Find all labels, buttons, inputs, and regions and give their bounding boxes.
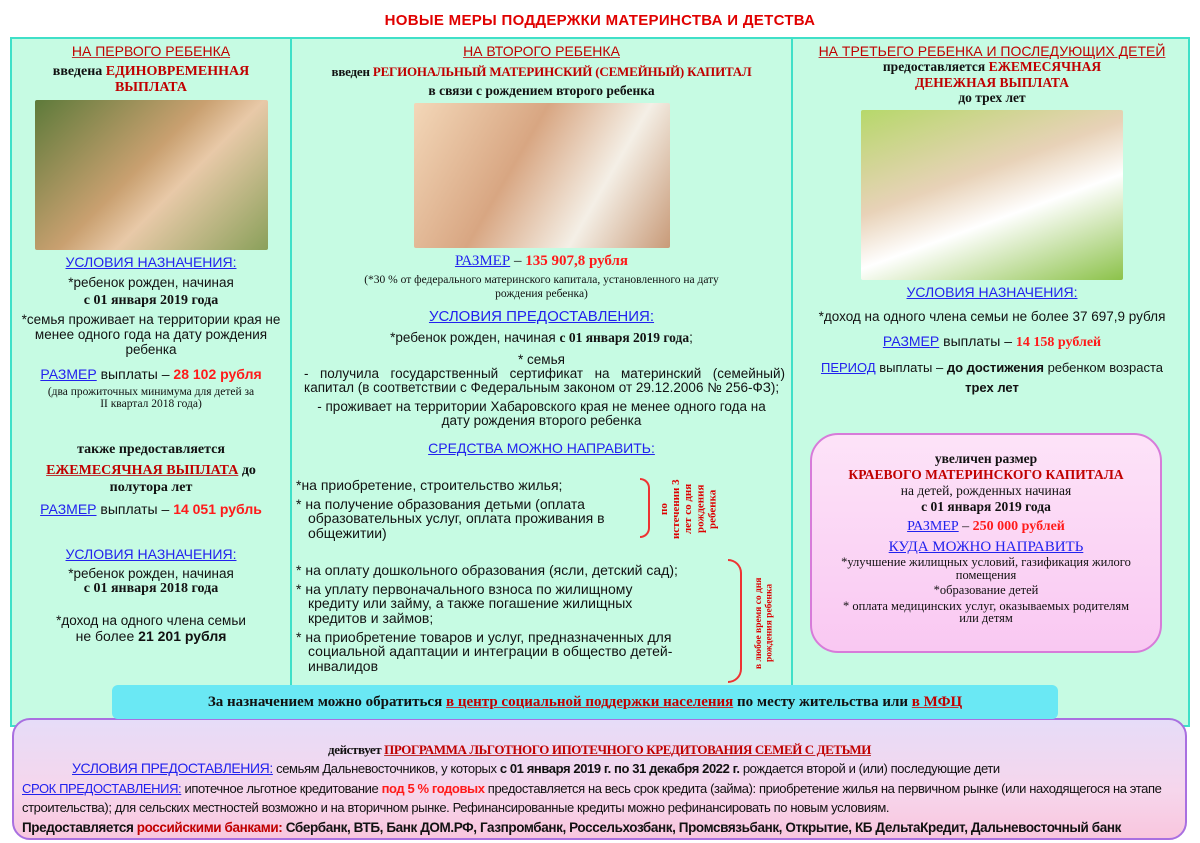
mortgage-intro: действует [328, 742, 385, 757]
use-title: СРЕДСТВА МОЖНО НАПРАВИТЬ: [428, 439, 655, 456]
size-label: РАЗМЕР [907, 519, 959, 534]
box-line: с [921, 499, 931, 514]
size-text: выплаты – [96, 500, 174, 517]
size-label: РАЗМЕР [882, 333, 940, 350]
use-item: * на оплату дошкольного образования (ясли, детский сад); [296, 562, 678, 578]
contact-banner [112, 685, 1058, 719]
condition-date: с 01 января 2019 года [83, 292, 219, 308]
first-child-column [14, 37, 288, 687]
mortgage-text: предоставляется на весь срок кредита (займа): приобретение жилья на первичном рынке (или находящегося на этапе строительства); для сельских местностей возможно и на вторичном рынке. Рефинансированные кредиты можно рефинансировать по новым условиям. [22, 781, 1162, 815]
dash: – [510, 253, 526, 270]
use-item: * на получение образования детьми (оплата образовательных услуг, оплата проживания в общежитии) [296, 495, 605, 542]
conditions-title: УСЛОВИЯ НАЗНАЧЕНИЯ: [65, 253, 237, 270]
income-limit: 21 201 рубля [138, 628, 227, 645]
where-item: *улучшение жилищных условий, газификация жилого помещения [841, 555, 1131, 582]
size-value: 14 158 рублей [1015, 335, 1102, 351]
group1-note: по истечении 3 лет со дня рождения ребенка [658, 479, 719, 539]
where-title: КУДА МОЖНО НАПРАВИТЬ [888, 539, 1084, 555]
use-item: * на уплату первоначального взноса по жилищному кредиту или займу, а также погашение жилищных кредитов и займов; [296, 580, 633, 627]
mortgage-text: семьям Дальневосточников, у которых [272, 761, 500, 776]
dash: – [958, 519, 973, 534]
condition-date: с 01 января 2019 года [559, 329, 690, 345]
first-header: НА ПЕРВОГО РЕБЕНКА [71, 43, 231, 59]
column-divider [791, 37, 793, 687]
box-date: 01 января 2019 года [930, 499, 1051, 514]
mortgage-program: ПРОГРАММА ЛЬГОТНОГО ИПОТЕЧНОГО КРЕДИТОВАНИЯ СЕМЕЙ С ДЕТЬМИ [384, 742, 871, 757]
banks-text: Предоставляется [22, 819, 137, 835]
regional-capital-box [810, 433, 1162, 653]
intro-text: предоставляется [882, 59, 989, 75]
bracket-icon [640, 478, 650, 538]
conditions-title: УСЛОВИЯ ПРЕДОСТАВЛЕНИЯ: [428, 307, 655, 325]
monthly-highlight: ЕЖЕМЕСЯЧНАЯ ВЫПЛАТА [46, 463, 239, 479]
use-group-2 [296, 563, 716, 674]
size-label: РАЗМЕР [454, 253, 511, 270]
third-header: НА ТРЕТЬЕГО РЕБЕНКА И ПОСЛЕДУЮЩИХ ДЕТЕЙ [818, 43, 1166, 59]
bracket-icon [728, 559, 742, 683]
size-value: 14 051 рубль [173, 500, 262, 517]
mortgage-text: ипотечное льготное кредитование [181, 781, 382, 796]
family-photo [35, 100, 268, 250]
condition-text: не более [75, 628, 139, 645]
intro-highlight: ЕДИНОВРЕМЕННАЯ ВЫПЛАТА [105, 63, 250, 95]
condition: *семья проживает на территории края не менее одного года на дату рождения ребенка [21, 311, 281, 357]
condition: *доход на одного члена семьи не более 37 697,9 рубля [818, 308, 1166, 324]
size-value: 250 000 рублей [972, 519, 1065, 534]
intro-highlight: ЕЖЕМЕСЯЧНАЯ ДЕНЕЖНАЯ ВЫПЛАТА [915, 59, 1102, 90]
monthly-tail: до полутора лет [109, 463, 256, 496]
intro-subtext: в связи с рождением второго ребенка [428, 83, 655, 99]
condition-date: с 01 января 2018 года [83, 581, 219, 597]
period-bold: до достижения [946, 359, 1044, 375]
period-text: выплаты – [875, 359, 947, 375]
conditions-title: УСЛОВИЯ НАЗНАЧЕНИЯ: [65, 545, 237, 562]
mortgage-panel [12, 718, 1187, 840]
size-label: РАЗМЕР [40, 365, 97, 382]
use-group-1 [296, 478, 626, 541]
condition: - получила государственный сертификат на материнский (семейный) капитал (в соответствии с Федеральным законом от 29.12.2006 № 256-ФЗ); [304, 366, 785, 396]
mortgage-conditions-label: УСЛОВИЯ ПРЕДОСТАВЛЕНИЯ: [72, 760, 273, 776]
intro-highlight: РЕГИОНАЛЬНЫЙ МАТЕРИНСКИЙ (СЕМЕЙНЫЙ) КАПИТАЛ [372, 63, 752, 79]
size-text: выплаты – [96, 365, 174, 382]
second-child-column: НА ВТОРОГО РЕБЕНКА введен РЕГИОНАЛЬНЫЙ МАТЕРИНСКИЙ (СЕМЕЙНЫЙ) КАПИТАЛ в связи с рождением второго ребенка РАЗМЕР – 135 907,8 рубля (*30 % от федерального материнского капитала, установленного на дату рождения ребенка) УСЛОВИЯ ПРЕДОСТАВЛЕНИЯ: *ребенок рожден, начиная с 01 января 2019 года; * семья - получила государственный сертификат на материнский (семейный) капитал (в соответствии с Федеральным законом от 29.12.2006 № 256-ФЗ); - проживает на территории Хабаровского края не менее одного года на дату рождения второго ребенка СРЕДСТВА МОЖНО НАПРАВИТЬ: *на приобретение, строительство жилья; * на получение образования детьми (оплата образовательных услуг, оплата проживания в общежитии) по истечении 3 лет со дня рождения ребенка * на оплату дошкольного образования (ясли, детский сад); * на уплату первоначального взноса по жилищному кредиту или займу, а также погашение жилищных кредитов и займов; * на приобретение товаров и услуг, предназначенных для социальной адаптации и интеграции в общество детей-инвалидов в любое время со дня рождения ребенка [294, 37, 789, 687]
banks-highlight: российскими банками: [136, 819, 283, 835]
family-photo [414, 103, 670, 248]
conditions-title: УСЛОВИЯ НАЗНАЧЕНИЯ: [906, 284, 1078, 301]
also-text: также предоставляется [77, 442, 225, 458]
where-item: *образование детей [933, 583, 1039, 597]
size-label: РАЗМЕР [40, 500, 97, 517]
contact-text: За назначением можно обратиться [207, 694, 446, 710]
size-text: выплаты – [939, 333, 1016, 350]
mortgage-term-label: СРОК ПРЕДОСТАВЛЕНИЯ: [22, 781, 182, 796]
condition-text: *ребенок рожден, начиная [390, 329, 560, 345]
mortgage-rate: под 5 % годовых [381, 781, 485, 796]
period-end: трех лет [965, 379, 1019, 395]
box-line: увеличен размер [934, 451, 1038, 466]
intro-text: введена [52, 63, 106, 79]
condition: *ребенок рожден, начиная [68, 566, 234, 582]
size-note: (*30 % от федерального материнского капитала, установленного на дату рождения ребенка) [364, 274, 719, 301]
mortgage-dates: с 01 января 2019 г. по 31 декабря 2022 г. [499, 761, 740, 776]
use-item: * на приобретение товаров и услуг, предназначенных для социальной адаптации и интеграции в общество детей-инвалидов [296, 628, 673, 675]
group2-note: в любое время со дня рождения ребенка [754, 577, 775, 669]
poster-title: НОВЫЕ МЕРЫ ПОДДЕРЖКИ МАТЕРИНСТВА И ДЕТСТВА [384, 12, 816, 29]
intro-text: введен [331, 63, 373, 79]
size-value: 28 102 рубля [173, 365, 262, 382]
contact-text: по месту жительства или [733, 694, 912, 710]
box-highlight: КРАЕВОГО МАТЕРИНСКОГО КАПИТАЛА [848, 467, 1124, 482]
intro-subtext: до трех лет [958, 90, 1026, 106]
size-value: 135 907,8 рубля [525, 253, 629, 270]
banks-list: Сбербанк, ВТБ, Банк ДОМ.РФ, Газпромбанк, Россельхозбанк, Промсвязьбанк, Открытие, КБ ДельтаКредит, Дальневосточный банк [282, 819, 1121, 835]
condition: * семья [518, 352, 565, 368]
family-photo [861, 110, 1123, 280]
period-tail: ребенком возраста [1043, 359, 1164, 375]
use-item: *на приобретение, строительство жилья; [296, 477, 563, 493]
box-line: на детей, рожденных начиная [900, 483, 1072, 498]
condition: - проживает на территории Хабаровского края не менее одного года на дату рождения второго ребенка [317, 398, 766, 428]
where-item: * оплата медицинских услуг, оказываемых родителям или детям [842, 598, 1130, 625]
mfc-link: в МФЦ [911, 694, 963, 710]
period-label: ПЕРИОД [820, 359, 876, 375]
social-center-link: в центр социальной поддержки населения [445, 694, 734, 710]
size-note: (два прожиточных минимума для детей за II квартал 2018 года) [47, 386, 255, 411]
mortgage-text: рождается второй и (или) последующие дети [739, 761, 1000, 776]
column-divider [290, 37, 292, 687]
condition: *ребенок рожден, начиная [68, 274, 234, 290]
condition: *доход на одного члена семьи [56, 613, 246, 629]
second-header: НА ВТОРОГО РЕБЕНКА [463, 43, 620, 59]
